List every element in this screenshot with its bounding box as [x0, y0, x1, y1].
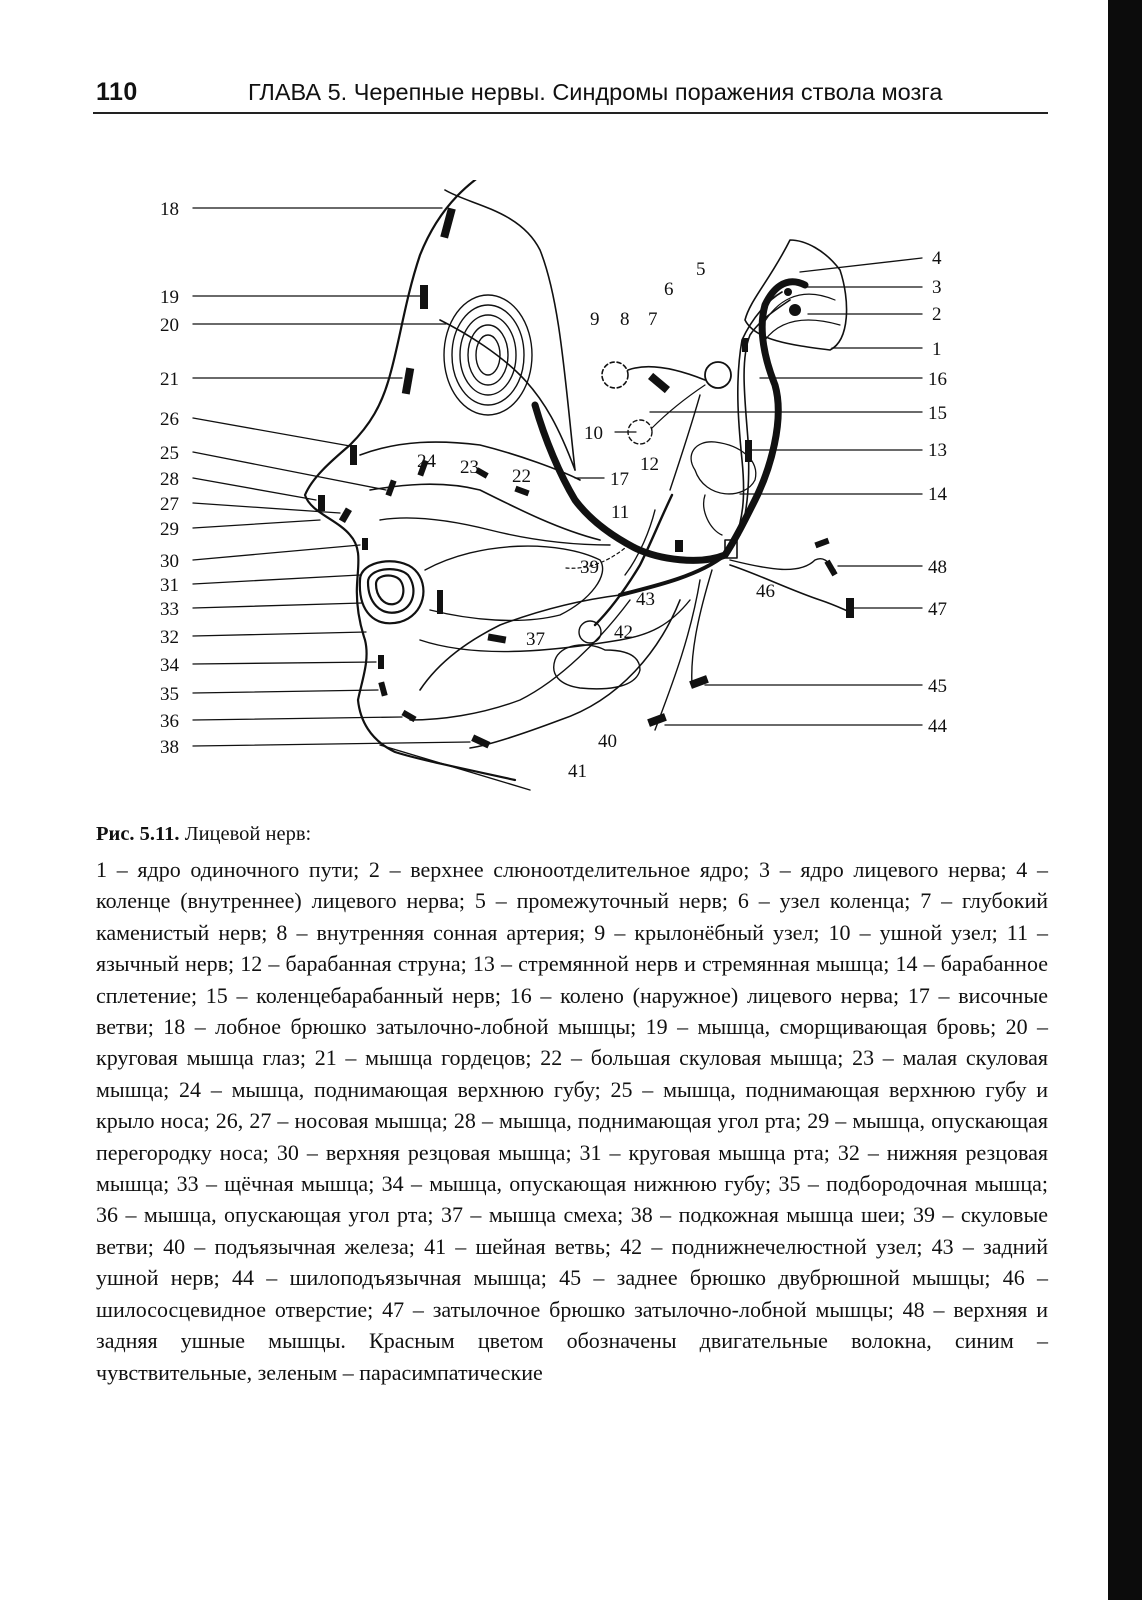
figure-number: Рис. 5.11. — [96, 823, 180, 845]
label-42: 42 — [614, 622, 633, 643]
orbicularis-oris — [360, 561, 424, 623]
cervical-branch — [470, 600, 680, 748]
page-number: 110 — [96, 78, 138, 106]
label-2: 2 — [932, 304, 942, 325]
label-36: 36 — [160, 711, 179, 732]
label-41: 41 — [568, 761, 587, 782]
label-20: 20 — [160, 315, 179, 336]
geniculate-ganglion — [705, 362, 731, 388]
orbicularis-oculi — [444, 295, 532, 415]
label-3: 3 — [932, 277, 942, 298]
label-25: 25 — [160, 443, 179, 464]
submandibular-gland — [554, 645, 640, 689]
label-45: 45 — [928, 676, 947, 697]
figure-title: Лицевой нерв: — [179, 823, 312, 845]
label-47: 47 — [928, 599, 947, 620]
label-18: 18 — [160, 199, 179, 220]
label-4: 4 — [932, 248, 942, 269]
label-19: 19 — [160, 287, 179, 308]
label-30: 30 — [160, 551, 179, 572]
facial-nerve-figure — [0, 180, 1100, 820]
label-29: 29 — [160, 519, 179, 540]
running-header: ГЛАВА 5. Черепные нервы. Синдромы поражения ствола мозга — [248, 79, 943, 105]
figure-caption — [96, 823, 1048, 1388]
leader-lines — [193, 208, 922, 746]
submandibular-ganglion — [579, 621, 601, 643]
label-40: 40 — [598, 731, 617, 752]
label-5: 5 — [696, 259, 706, 280]
label-37: 37 — [526, 629, 545, 650]
label-24: 24 — [417, 451, 436, 472]
facial-nerve-diagram — [0, 180, 1100, 820]
label-34: 34 — [160, 655, 179, 676]
facial-nerve-trunk — [535, 282, 805, 561]
scan-edge-bar — [1108, 0, 1142, 1600]
label-7: 7 — [648, 309, 658, 330]
label-48: 48 — [928, 557, 947, 578]
label-38: 38 — [160, 737, 179, 758]
label-15: 15 — [928, 403, 947, 424]
label-17: 17 — [610, 469, 629, 490]
label-39: 39 — [580, 557, 599, 578]
label-14: 14 — [928, 484, 947, 505]
header-rule — [93, 112, 1048, 114]
label-32: 32 — [160, 627, 179, 648]
label-44: 44 — [928, 716, 947, 737]
label-11: 11 — [611, 502, 630, 523]
label-10: 10 — [584, 423, 603, 444]
label-9: 9 — [590, 309, 600, 330]
label-6: 6 — [664, 279, 674, 300]
label-8: 8 — [620, 309, 630, 330]
figure-legend: 1 – ядро одиночного пути; 2 – верхнее слюноотделительное ядро; 3 – ядро лицевого нерва; 4 – коленце (внутреннее) лицевого нерва; 5 – промежуточный нерв; 6 – узел коленца; 7 – глубокий каменистый нерв; 8 – внутренняя сонная артерия; 9 – крылонёбный узел; 10 – ушной узел; 11 – язычный нерв; 12 – барабанная струна; 13 – стремянной нерв и стремянная мышца; 14 – барабанное сплетение; 15 – коленцебарабанный нерв; 16 – колено (наружное) лицевого нерва; 17 – височные ветви; 18 – лобное брюшко затылочно-лобной мышцы; 19 – мышца, сморщивающая бровь; 20 – круговая мышца глаз; 21 – мышца гордецов; 22 – большая скуловая мышца; 23 – малая скуловая мышца; 24 – мышца, поднимающая верхнюю губу; 25 – мышца, поднимающая верхнюю губу и крыло носа; 26, 27 – носовая мышца; 28 – мышца, поднимающая угол рта; 29 – мышца, опускающая перегородку носа; 30 – верхняя резцовая мышца; 31 – круговая мышца рта; 32 – нижняя резцовая мышца; 33 – щёчная мышца; 34 – мышца, опускающая нижнюю губу; 35 – подбородочная мышца; 36 – мышца, опускающая угол рта; 37 – мышца смеха; 38 – подкожная мышца шеи; 39 – скуловые ветви; 40 – подъязычная железа; 41 – шейная ветвь; 42 – поднижнечелюстной узел; 43 – задний ушной нерв; 44 – шилоподъязычная мышца; 45 – заднее брюшко двубрюшной мышцы; 46 – шилососцевидное отверстие; 47 – затылочное брюшко затылочно-лобной мышцы; 48 – верхняя и задняя ушные мышцы. Красным цветом обозначены двигательные волокна, синим – чувствительные, зеленым – парасимпатические — [96, 857, 1048, 1385]
label-27: 27 — [160, 494, 179, 515]
label-31: 31 — [160, 575, 179, 596]
label-43: 43 — [636, 589, 655, 610]
label-22: 22 — [512, 466, 531, 487]
pterygopalatine-ganglion — [602, 362, 628, 388]
label-28: 28 — [160, 469, 179, 490]
label-16: 16 — [928, 369, 947, 390]
label-26: 26 — [160, 409, 179, 430]
label-12: 12 — [640, 454, 659, 475]
label-33: 33 — [160, 599, 179, 620]
caption-title — [96, 823, 1048, 846]
label-1: 1 — [932, 339, 942, 360]
label-13: 13 — [928, 440, 947, 461]
label-23: 23 — [460, 457, 479, 478]
label-21: 21 — [160, 369, 179, 390]
label-46: 46 — [756, 581, 775, 602]
label-35: 35 — [160, 684, 179, 705]
